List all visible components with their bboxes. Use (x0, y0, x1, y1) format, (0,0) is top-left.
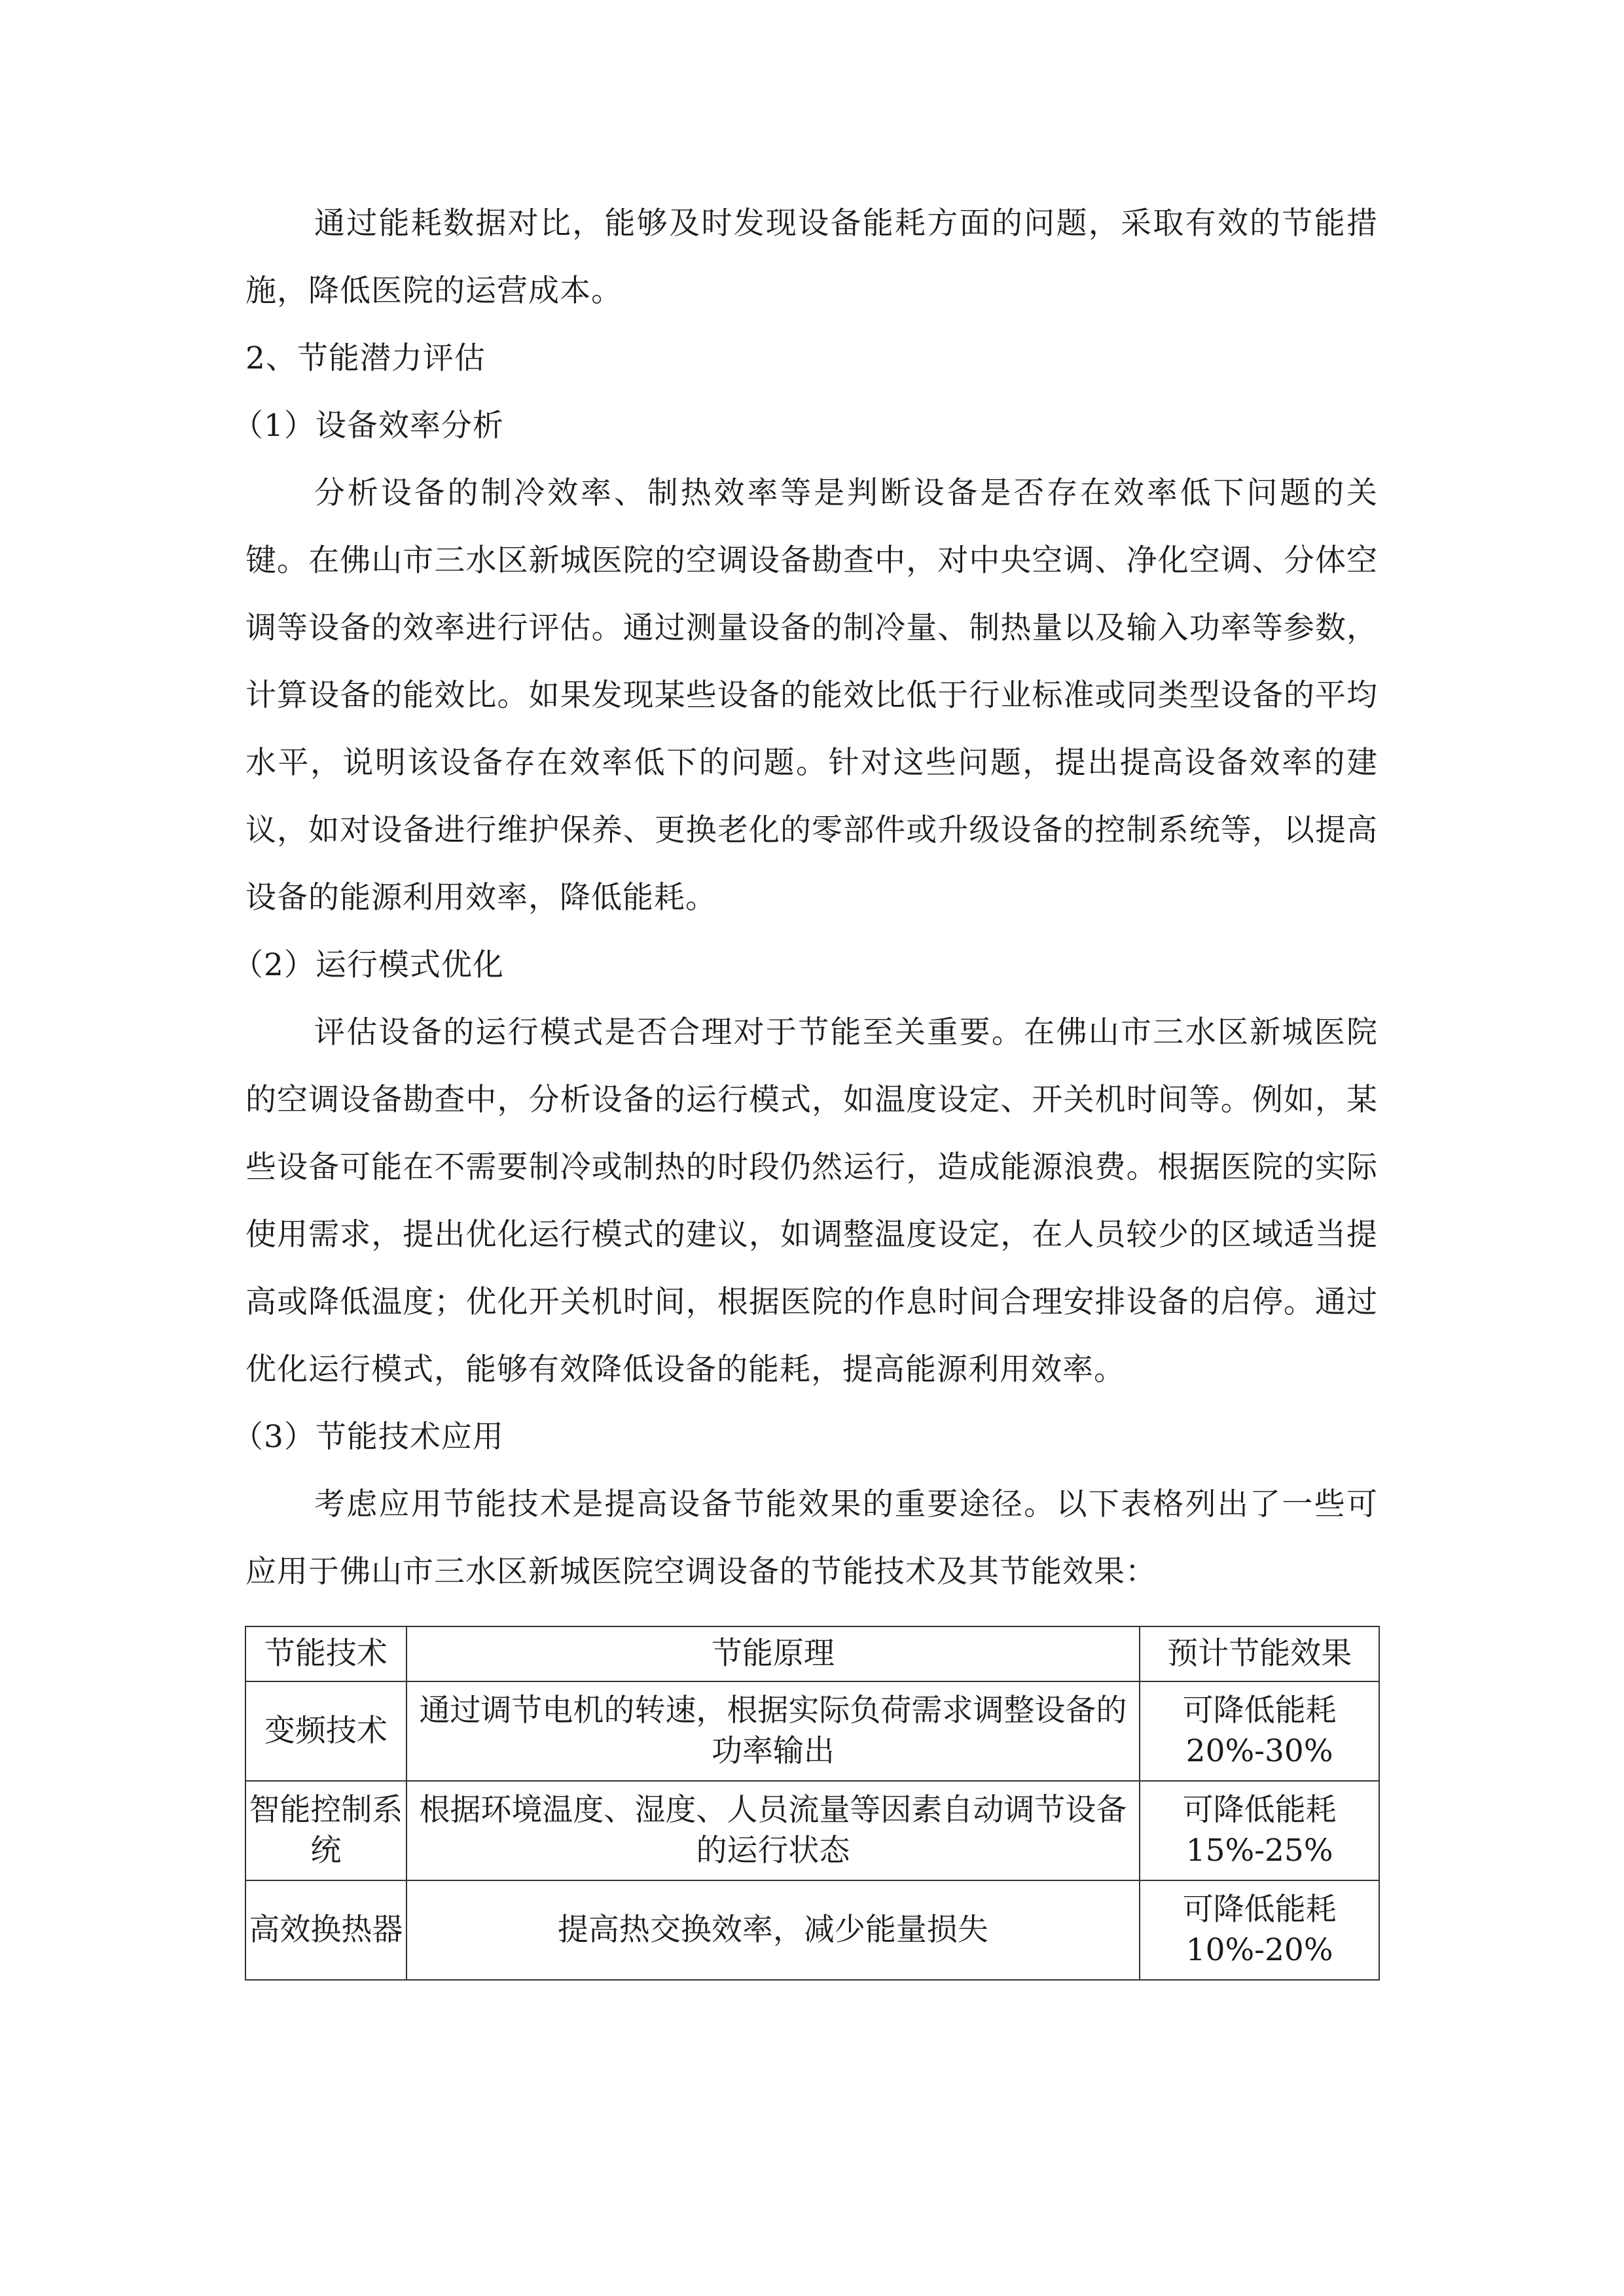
energy-saving-tech-table (245, 1626, 1380, 1981)
table-row (245, 1681, 1379, 1781)
cell-effect: 可降低能耗 10%-20% (1140, 1880, 1379, 1980)
table-header-row (245, 1626, 1379, 1681)
header-technology: 节能技术 (245, 1626, 406, 1681)
subsection-1-paragraph: 分析设备的制冷效率、制热效率等是判断设备是否存在效率低下问题的关键。在佛山市三水区新城医院的空调设备勘查中，对中央空调、净化空调、分体空调等设备的效率进行评估。通过测量设备的制冷量、制热量以及输入功率等参数，计算设备的能效比。如果发现某些设备的能效比低于行业标准或同类型设备的平均水平，说明该设备存在效率低下的问题。针对这些问题，提出提高设备效率的建议，如对设备进行维护保养、更换老化的零部件或升级设备的控制系统等，以提高设备的能源利用效率，降低能耗。 (245, 475, 1378, 916)
cell-technology: 智能控制系统 (245, 1781, 406, 1880)
cell-technology: 变频技术 (245, 1681, 406, 1781)
subsection-2-heading: （2）运行模式优化 (232, 947, 504, 983)
table-row (245, 1880, 1379, 1980)
subsection-3-paragraph: 考虑应用节能技术是提高设备节能效果的重要途径。以下表格列出了一些可应用于佛山市三水区新城医院空调设备的节能技术及其节能效果： (245, 1486, 1378, 1590)
table-row (245, 1781, 1379, 1880)
cell-principle: 通过调节电机的转速，根据实际负荷需求调整设备的功率输出 (406, 1681, 1140, 1781)
cell-effect: 可降低能耗 20%-30% (1140, 1681, 1379, 1781)
subsection-1-heading: （1）设备效率分析 (232, 408, 504, 444)
header-principle: 节能原理 (406, 1626, 1140, 1681)
subsection-3-heading: （3）节能技术应用 (232, 1419, 504, 1455)
subsection-2-paragraph: 评估设备的运行模式是否合理对于节能至关重要。在佛山市三水区新城医院的空调设备勘查中，分析设备的运行模式，如温度设定、开关机时间等。例如，某些设备可能在不需要制冷或制热的时段仍然运行，造成能源浪费。根据医院的实际使用需求，提出优化运行模式的建议，如调整温度设定，在人员较少的区域适当提高或降低温度；优化开关机时间，根据医院的作息时间合理安排设备的启停。通过优化运行模式，能够有效降低设备的能耗，提高能源利用效率。 (245, 1014, 1378, 1388)
cell-principle: 根据环境温度、湿度、人员流量等因素自动调节设备的运行状态 (406, 1781, 1140, 1880)
cell-effect: 可降低能耗 15%-25% (1140, 1781, 1379, 1880)
intro-paragraph: 通过能耗数据对比，能够及时发现设备能耗方面的问题，采取有效的节能措施，降低医院的运营成本。 (245, 206, 1378, 309)
section-2-heading: 2、节能潜力评估 (245, 340, 486, 376)
cell-technology: 高效换热器 (245, 1880, 406, 1980)
body-text (232, 190, 1378, 1605)
cell-principle: 提高热交换效率，减少能量损失 (406, 1880, 1140, 1980)
header-effect: 预计节能效果 (1140, 1626, 1379, 1681)
